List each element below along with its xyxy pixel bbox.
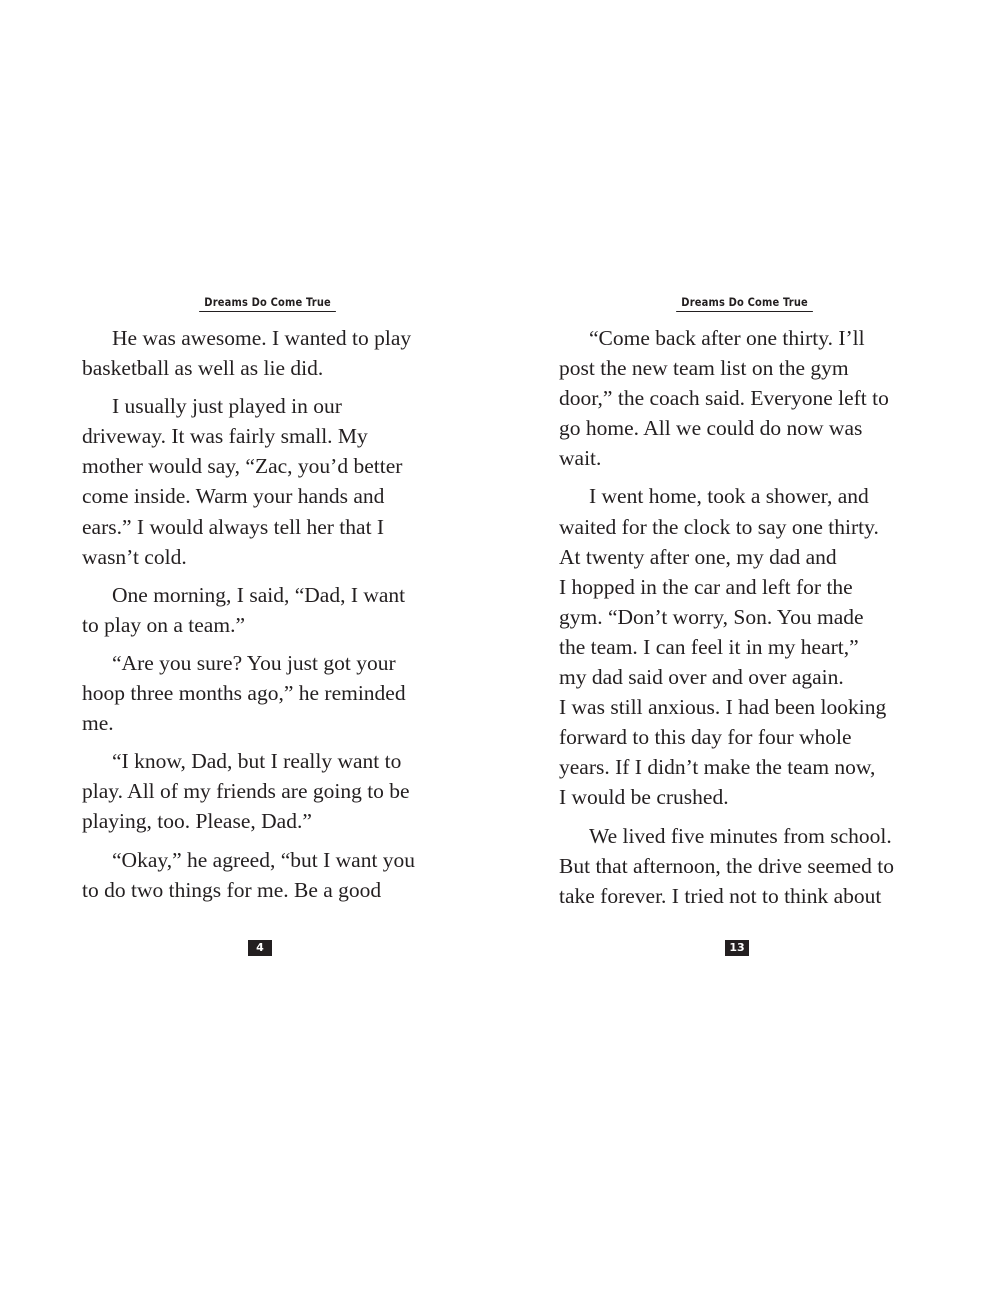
paragraph [82, 845, 454, 905]
text-line: mother would say, “Zac, you’d better [82, 454, 403, 479]
text-line: my dad said over and over again. [559, 665, 844, 690]
text-line: years. If I didn’t make the team now, [559, 755, 876, 780]
text-line: I usually just played in our [112, 394, 342, 419]
page-number [551, 938, 923, 956]
right-page [559, 293, 931, 954]
text-line: I would be crushed. [559, 785, 729, 810]
body-text [82, 323, 454, 905]
text-line: One morning, I said, “Dad, I want [112, 582, 406, 607]
paragraph [82, 580, 454, 640]
text-line: I hopped in the car and left for the [559, 574, 853, 599]
page-number-box: 4 [248, 940, 272, 956]
paragraph [559, 481, 931, 812]
running-head [559, 293, 931, 315]
text-line: “Okay,” he agreed, “but I want you [112, 847, 416, 872]
running-head [82, 293, 454, 315]
text-line: “Are you sure? You just got your [112, 650, 396, 675]
page-number-box: 13 [725, 940, 749, 956]
text-line: door,” the coach said. Everyone left to [559, 386, 889, 411]
text-line: gym. “Don’t worry, Son. You made [559, 604, 864, 629]
text-line: playing, too. Please, Dad.” [82, 809, 312, 834]
text-line: We lived five minutes from school. [589, 823, 892, 848]
text-line: But that afternoon, the drive seemed to [559, 853, 894, 878]
paragraph [82, 746, 454, 836]
text-line: driveway. It was fairly small. My [82, 424, 368, 449]
text-line: take forever. I tried not to think about [559, 883, 882, 908]
paragraph [82, 323, 454, 383]
page-number [74, 938, 446, 956]
paragraph [559, 323, 931, 473]
text-line: me. [82, 711, 114, 736]
paragraph [559, 821, 931, 911]
text-line: wasn’t cold. [82, 544, 187, 569]
left-page [82, 293, 454, 954]
text-line: basketball as well as lie did. [82, 356, 324, 381]
text-line: I went home, took a shower, and [589, 484, 869, 509]
text-line: play. All of my friends are going to be [82, 779, 410, 804]
text-line: wait. [559, 446, 602, 471]
text-line: waited for the clock to say one thirty. [559, 514, 879, 539]
paragraph [82, 648, 454, 738]
text-line: to play on a team.” [82, 612, 245, 637]
text-line: “Come back after one thirty. I’ll [589, 326, 865, 350]
text-line: He was awesome. I wanted to play [112, 326, 412, 350]
text-line: I was still anxious. I had been looking [559, 695, 887, 720]
running-head-title: Dreams Do Come True [200, 295, 337, 312]
text-line: come inside. Warm your hands and [82, 484, 385, 509]
paragraph [82, 391, 454, 572]
text-line: hoop three months ago,” he reminded [82, 681, 406, 706]
text-line: to do two things for me. Be a good [82, 877, 382, 902]
text-line: ears.” I would always tell her that I [82, 514, 385, 539]
text-line: post the new team list on the gym [559, 356, 849, 381]
text-line: the team. I can feel it in my heart,” [559, 634, 859, 659]
running-head-title: Dreams Do Come True [677, 295, 814, 312]
body-text [559, 323, 931, 911]
text-line: forward to this day for four whole [559, 725, 852, 750]
text-line: go home. All we could do now was [559, 416, 863, 441]
text-line: At twenty after one, my dad and [559, 544, 837, 569]
text-line: “I know, Dad, but I really want to [112, 749, 402, 774]
